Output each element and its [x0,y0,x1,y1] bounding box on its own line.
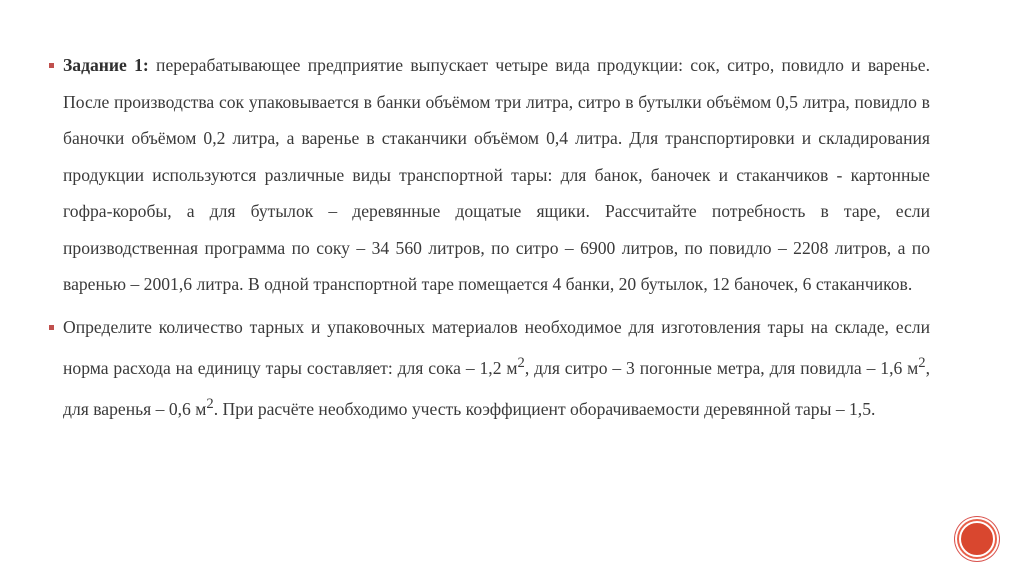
task-text: перерабатывающее предприятие выпускает четыре вида продукции: сок, ситро, повидло и варенье. После производства сок упаковывается в банки объёмом три литра, ситро в бутылки объёмом 0,5 литра, повидло в баночки объёмом 0,2 литра, а варенье в стаканчики объёмом 0,4 литра. Для транспортировки и складирования продукции используются различные виды транспортной тары: для банок, баночек и стаканчиков - картонные гофра-коробы, а для бутылок – деревянные дощатые ящики. Рассчитайте потребность в таре, если производственная программа по соку – 34 560 литров, по ситро – 6900 литров, по повидло – 2208 литров, а по варенью – 2001,6 литра. В одной транспортной таре помещается 4 банки, 20 бутылок, 12 баночек, 6 стаканчиков. [63,55,930,294]
task-label: Задание 1: [63,55,149,75]
instruction-text-part: , для ситро – 3 погонные метра, для повидла – 1,6 м [524,357,919,378]
superscript: 2 [206,396,214,413]
instruction-text-part: , для варенья – 0,6 м [63,357,930,420]
circle-badge-inner [959,521,995,557]
bullet-item-instruction [48,309,930,428]
circle-badge-icon [955,517,999,561]
square-bullet-icon [49,63,54,68]
slide-content [48,47,930,428]
instruction-text-part: Определите количество тарных и упаковочных материалов необходимое для изготовления тары на складе, если норма расхода на единицу тары составляет: для сока – 1,2 м [63,316,930,378]
bullet-item-task [48,47,930,303]
superscript: 2 [517,355,525,371]
instruction-text-part: . При расчёте необходимо учесть коэффициент оборачиваемости деревянной тары – 1,5. [213,399,876,420]
square-bullet-icon [49,325,54,330]
superscript: 2 [918,355,926,371]
